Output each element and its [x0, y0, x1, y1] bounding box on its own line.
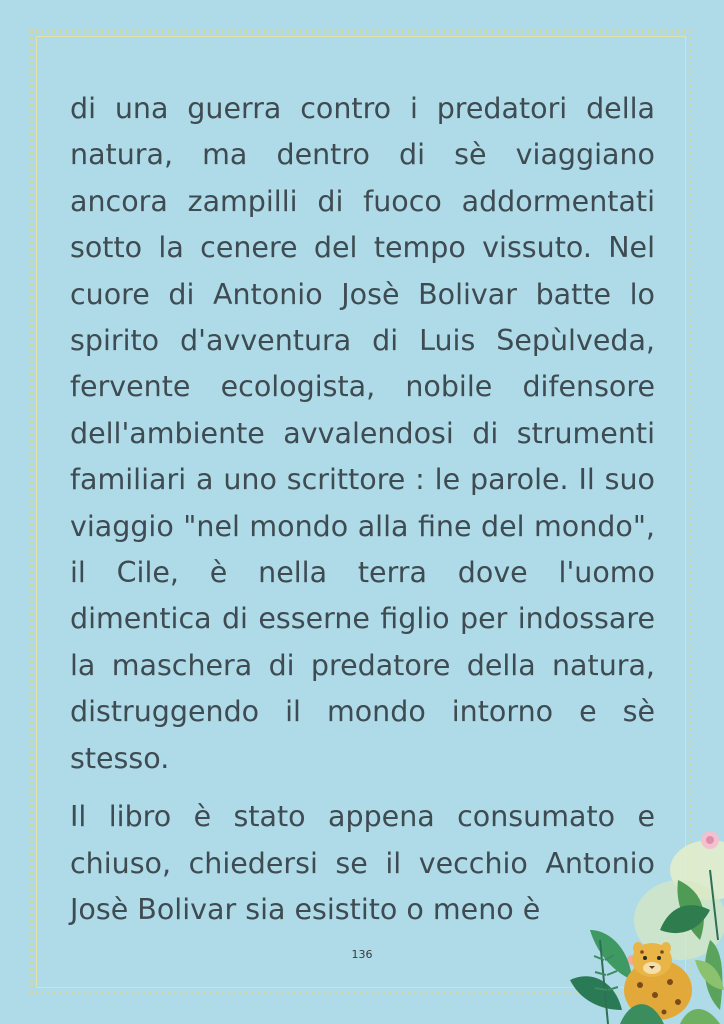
paragraph-1: di una guerra contro i predatori della natura, ma dentro di sè viaggiano ancora zampilli di fuoco addormentati sotto la cenere del tempo vissuto. Nel cuore di Antonio Josè Bolivar batte lo spirito d'avventura di Luis Sepùlveda, fervente ecologista, nobile difensore dell'ambiente avvalendosi di strumenti familiari a uno scrittore : le parole. Il suo viaggio "nel mondo alla fine del mondo", il Cile, è nella terra dove l'uomo dimentica di esserne figlio per indossare la maschera di predatore della natura, distruggendo il mondo intorno e sè stesso. — [70, 92, 655, 775]
paragraph-2: Il libro è stato appena consumato e chiuso, chiedersi se il vecchio Antonio Josè Bolivar sia esistito o meno è — [70, 800, 655, 926]
jungle-leopard-illustration — [560, 810, 724, 1024]
body-text — [70, 86, 655, 933]
page-number: 136 — [351, 948, 373, 961]
jungle-leopard-icon — [560, 810, 724, 1024]
